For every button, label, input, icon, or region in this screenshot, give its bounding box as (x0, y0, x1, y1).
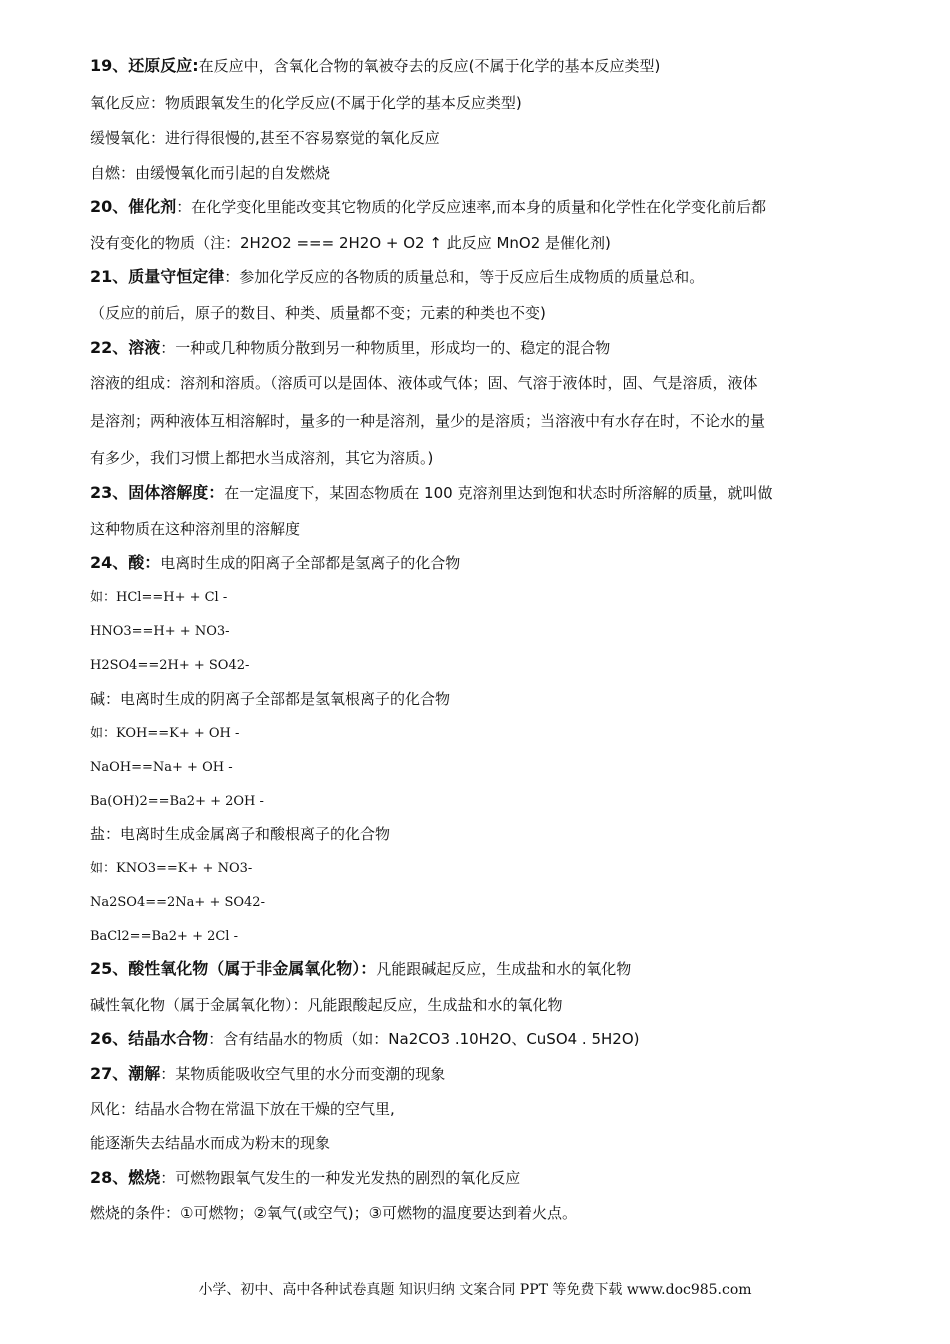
definition-text: 在一定温度下，某固态物质在 100 克溶剂里达到饱和状态时所溶解的质量，就叫做 (224, 484, 773, 502)
def-25 (90, 959, 631, 979)
text-line: 有多少，我们习惯上都把水当成溶剂，其它为溶质。) (90, 449, 434, 467)
def-19 (90, 56, 660, 76)
def-24 (90, 553, 460, 573)
equation-line: HNO3==H+ + NO3- (90, 624, 230, 639)
term-heading: 24、酸： (90, 553, 161, 572)
term-heading: 28、燃烧 (90, 1168, 161, 1187)
text-line: 是溶剂；两种液体互相溶解时，量多的一种是溶剂，量少的是溶质；当溶液中有水存在时，不论水的量 (90, 412, 766, 430)
definition-text: 凡能跟碱起反应，生成盐和水的氧化物 (376, 960, 632, 978)
definition-text: ：一种或几种物质分散到另一种物质里，形成均一的、稳定的混合物 (160, 339, 611, 357)
equation-line: NaOH==Na+ + OH - (90, 760, 233, 775)
def-26 (90, 1029, 640, 1049)
term-heading: 27、潮解 (90, 1064, 161, 1083)
def-28 (90, 1168, 520, 1188)
term-heading: 22、溶液 (90, 338, 161, 357)
text-line: 溶液的组成：溶剂和溶质。（溶质可以是固体、液体或气体；固、气溶于液体时，固、气是溶质，液体 (90, 374, 758, 392)
def-21 (90, 267, 704, 287)
equation-line: 如：KOH==K+ + OH - (90, 726, 240, 741)
def-27 (90, 1064, 445, 1084)
text-line: 缓慢氧化：进行得很慢的,甚至不容易察觉的氧化反应 (90, 129, 440, 147)
term-heading: 19、还原反应: (90, 56, 199, 75)
text-line: 这种物质在这种溶剂里的溶解度 (90, 520, 301, 538)
footer-banner: 小学、初中、高中各种试卷真题 知识归纳 文案合同 PPT 等免费下载 www.doc985.com (198, 1282, 752, 1298)
text-line: 没有变化的物质（注：2H2O2 === 2H2O + O2 ↑ 此反应 MnO2 是催化剂) (90, 234, 611, 252)
text-line: 氧化反应：物质跟氧发生的化学反应(不属于化学的基本反应类型) (90, 94, 522, 112)
equation-line: 如：HCl==H+ + Cl - (90, 590, 228, 605)
text-line: 自燃：由缓慢氧化而引起的自发燃烧 (90, 164, 331, 182)
equation-line: Na2SO4==2Na+ + SO42- (90, 895, 265, 910)
definition-text: ：在化学变化里能改变其它物质的化学反应速率,而本身的质量和化学性在化学变化前后都 (176, 198, 767, 216)
definition-text: ：参加化学反应的各物质的质量总和，等于反应后生成物质的质量总和。 (224, 268, 705, 286)
text-line: 碱：电离时生成的阴离子全部都是氢氧根离子的化合物 (90, 690, 451, 708)
definition-text: 电离时生成的阳离子全部都是氢离子的化合物 (160, 554, 461, 572)
term-heading: 21、质量守恒定律 (90, 267, 225, 286)
definition-text: ：含有结晶水的物质（如：Na2CO3 .10H2O、CuSO4 . 5H2O) (208, 1030, 640, 1048)
equation-line: Ba(OH)2==Ba2+ + 2OH - (90, 794, 264, 809)
text-line: 燃烧的条件：①可燃物；②氧气(或空气)；③可燃物的温度要达到着火点。 (90, 1204, 578, 1222)
term-heading: 20、催化剂 (90, 197, 177, 216)
text-line: （反应的前后，原子的数目、种类、质量都不变；元素的种类也不变) (90, 304, 546, 322)
equation-line: H2SO4==2H+ + SO42- (90, 658, 250, 673)
term-heading: 25、酸性氧化物（属于非金属氧化物）： (90, 959, 377, 978)
definition-text: ：某物质能吸收空气里的水分而变潮的现象 (160, 1065, 446, 1083)
definition-text: 在反应中，含氧化合物的氧被夺去的反应(不属于化学的基本反应类型) (198, 57, 661, 75)
text-line: 能逐渐失去结晶水而成为粉末的现象 (90, 1134, 331, 1152)
definition-text: ：可燃物跟氧气发生的一种发光发热的剧烈的氧化反应 (160, 1169, 521, 1187)
text-line: 盐：电离时生成金属离子和酸根离子的化合物 (90, 825, 391, 843)
text-line: 风化：结晶水合物在常温下放在干燥的空气里, (90, 1100, 395, 1118)
equation-line: BaCl2==Ba2+ + 2Cl - (90, 929, 238, 944)
def-23 (90, 483, 772, 503)
def-20 (90, 197, 766, 217)
term-heading: 23、固体溶解度： (90, 483, 225, 502)
equation-line: 如：KNO3==K+ + NO3- (90, 861, 253, 876)
def-22 (90, 338, 610, 358)
term-heading: 26、结晶水合物 (90, 1029, 209, 1048)
text-line: 碱性氧化物（属于金属氧化物）：凡能跟酸起反应，生成盐和水的氧化物 (90, 996, 563, 1014)
